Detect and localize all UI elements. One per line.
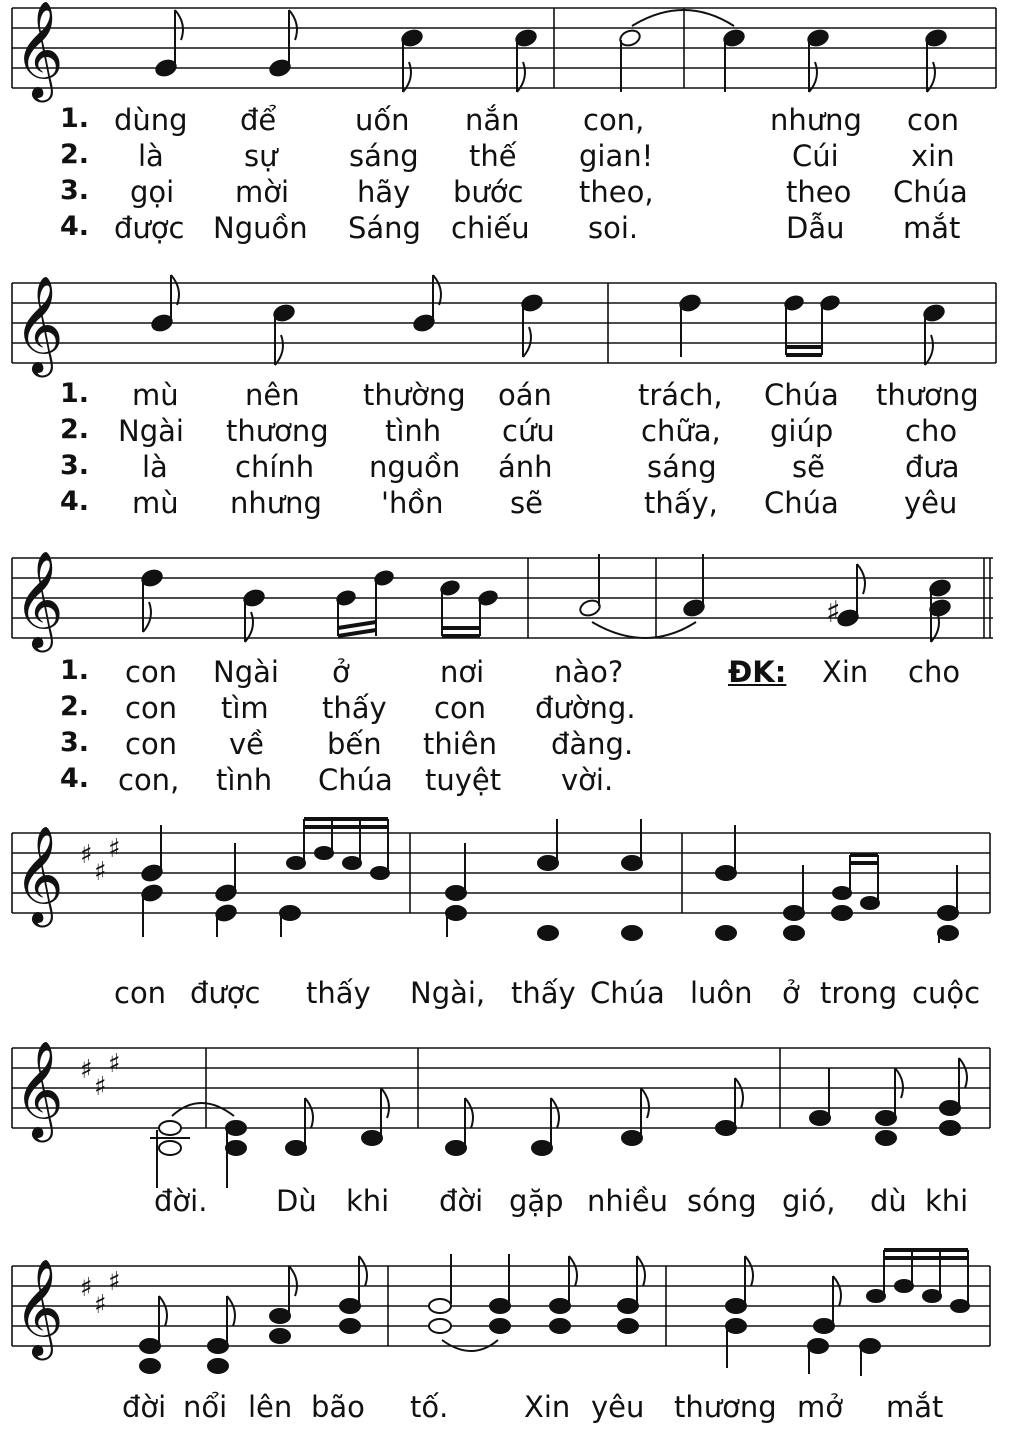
treble-clef-icon: 𝄞 — [14, 0, 64, 98]
lyric-word: bước — [453, 175, 524, 209]
treble-clef-icon: 𝄞 — [14, 275, 64, 373]
lyric-word: Chúa — [590, 976, 665, 1010]
verse-number: 3. — [60, 175, 90, 206]
verse-number: 4. — [60, 211, 90, 242]
lyric-word: Nguồn — [213, 211, 308, 245]
lyric-word: thường — [363, 378, 466, 412]
lyric-word: sẽ — [510, 486, 543, 520]
lyric-word: theo — [786, 175, 852, 209]
verse-number: 2. — [60, 414, 90, 445]
verse-number: 4. — [60, 763, 90, 794]
lyric-word: oán — [498, 378, 552, 412]
lyric-word: con, — [583, 103, 645, 137]
lyric-word: trong — [820, 976, 898, 1010]
lyric-word: Chúa — [318, 763, 393, 797]
lyric-word: thấy — [511, 976, 576, 1010]
lyric-word: gió, — [782, 1184, 836, 1218]
staff-system-1 — [0, 0, 1011, 98]
svg-text:♯: ♯ — [94, 1072, 107, 1102]
verse-number: 2. — [60, 691, 90, 722]
lyric-word: là — [142, 450, 168, 484]
lyric-word: dù — [870, 1184, 907, 1218]
lyric-word: đời. — [154, 1184, 208, 1218]
lyric-word: sóng — [687, 1184, 757, 1218]
lyric-word: con, — [118, 763, 180, 797]
svg-text:♯: ♯ — [108, 1267, 121, 1297]
lyric-word: chính — [235, 450, 315, 484]
lyric-word: thiên — [423, 727, 498, 761]
lyric-word: con — [907, 103, 960, 137]
lyric-word: dùng — [114, 103, 188, 137]
lyric-word: xin — [911, 139, 955, 173]
lyric-word: 'hồn — [381, 486, 444, 520]
verse-number: 1. — [60, 655, 90, 686]
lyric-word: nơi — [440, 655, 485, 689]
svg-text:♯: ♯ — [108, 1049, 121, 1079]
treble-clef-icon: 𝄞 — [14, 825, 64, 923]
lyric-word: vời. — [561, 763, 614, 797]
lyric-word: Sáng — [348, 211, 421, 245]
verse-line — [0, 655, 1011, 691]
lyric-word: con — [125, 691, 178, 725]
verse-line — [0, 378, 1011, 414]
lyric-word: Dẫu — [786, 211, 845, 245]
staff-system-5 — [0, 1040, 1011, 1160]
lyric-word: khi — [346, 1184, 390, 1218]
lyric-word: nguồn — [369, 450, 461, 484]
svg-text:♯: ♯ — [108, 834, 121, 864]
lyric-word: soi. — [588, 211, 639, 245]
staff-system-2 — [0, 275, 1011, 373]
lyric-word: mắt — [903, 211, 961, 245]
lyric-word: nhưng — [230, 486, 322, 520]
verse-line — [0, 486, 1011, 522]
verse-number: 2. — [60, 139, 90, 170]
lyric-word: được — [190, 976, 261, 1010]
lyric-word: nổi — [183, 1390, 228, 1424]
lyric-word: là — [138, 139, 164, 173]
lyric-word: tình — [385, 414, 442, 448]
verse-line — [0, 139, 1011, 175]
treble-clef-icon: 𝄞 — [14, 550, 64, 648]
lyric-word: thương — [226, 414, 329, 448]
lyric-word: cứu — [502, 414, 555, 448]
lyric-word: nào? — [554, 655, 624, 689]
lyric-word: luôn — [690, 976, 753, 1010]
lyric-word: mời — [235, 175, 290, 209]
lyric-word: con — [125, 727, 178, 761]
lyric-word: yêu — [591, 1390, 645, 1424]
lyric-word: thương — [674, 1390, 777, 1424]
staff-system-4 — [0, 825, 1011, 945]
lyric-word: tình — [216, 763, 273, 797]
lyric-word: sáng — [349, 139, 419, 173]
verse-number: 4. — [60, 486, 90, 517]
lyric-word: khi — [925, 1184, 969, 1218]
lyric-word: hãy — [357, 175, 411, 209]
lyric-word: yêu — [904, 486, 958, 520]
lyric-word: tìm — [221, 691, 269, 725]
verse-line — [0, 450, 1011, 486]
lyric-word: mù — [132, 378, 179, 412]
lyric-word: Ngài, — [410, 976, 486, 1010]
lyric-word: thương — [876, 378, 979, 412]
lyric-word: ánh — [498, 450, 553, 484]
lyric-word: bến — [327, 727, 382, 761]
verse-number: 1. — [60, 378, 90, 409]
staff-system-6 — [0, 1258, 1011, 1378]
key-signature-sharps-icon: ♯ — [80, 1273, 93, 1303]
lyric-word: được — [114, 211, 185, 245]
lyric-word: cuộc — [912, 976, 981, 1010]
staff-system-3 — [0, 550, 1011, 648]
lyric-word: Cúi — [792, 139, 839, 173]
lyric-word: Chúa — [893, 175, 968, 209]
lyric-word: cho — [905, 414, 958, 448]
lyric-word: giúp — [770, 414, 834, 448]
verse-line — [0, 175, 1011, 211]
lyric-word: gặp — [509, 1184, 564, 1218]
lyric-word: thấy — [306, 976, 371, 1010]
lyric-word: để — [240, 103, 277, 137]
lyric-word: mở — [797, 1390, 843, 1424]
lyric-word: về — [229, 727, 265, 761]
lyric-word: mù — [132, 486, 179, 520]
lyric-word: lên — [248, 1390, 293, 1424]
verse-line — [0, 763, 1011, 799]
lyric-word: đời — [122, 1390, 167, 1424]
lyric-word: thấy — [322, 691, 387, 725]
lyric-word: tố. — [410, 1390, 449, 1424]
lyric-word: nhưng — [770, 103, 862, 137]
lyric-word: thế — [469, 139, 517, 173]
lyric-word: con — [114, 976, 167, 1010]
lyric-word: đưa — [905, 450, 960, 484]
lyric-word: đàng. — [551, 727, 634, 761]
lyric-word: chữa, — [641, 414, 721, 448]
lyric-word: nắn — [465, 103, 520, 137]
verse-line — [0, 103, 1011, 139]
lyric-word: mắt — [886, 1390, 944, 1424]
lyric-word: nên — [245, 378, 300, 412]
verse-number: 3. — [60, 450, 90, 481]
verse-line — [0, 691, 1011, 727]
lyric-word: con — [434, 691, 487, 725]
treble-clef-icon: 𝄞 — [14, 1258, 64, 1356]
verse-line — [0, 211, 1011, 247]
key-signature-sharps-icon: ♯ — [80, 840, 93, 870]
treble-clef-icon: 𝄞 — [14, 1040, 64, 1138]
sharp-icon: ♯ — [826, 595, 841, 630]
lyric-word: Xin — [822, 655, 869, 689]
verse-number: 3. — [60, 727, 90, 758]
lyric-word: đời — [439, 1184, 484, 1218]
lyric-word: nhiều — [587, 1184, 669, 1218]
lyric-word: uốn — [355, 103, 410, 137]
verse-line — [0, 414, 1011, 450]
lyric-word: theo, — [579, 175, 654, 209]
lyric-word: tuyệt — [425, 763, 502, 797]
key-signature-sharps-icon: ♯ — [80, 1055, 93, 1085]
lyric-word: con — [125, 655, 178, 689]
lyric-word: ở — [782, 976, 800, 1010]
svg-text:♯: ♯ — [94, 1290, 107, 1320]
lyric-word: thấy, — [644, 486, 718, 520]
lyric-word: gian! — [579, 139, 654, 173]
lyric-word: sự — [244, 139, 278, 173]
lyric-word: Dù — [276, 1184, 317, 1218]
refrain-label: ĐK: — [728, 655, 787, 689]
lyric-word: sáng — [647, 450, 717, 484]
lyric-word: đường. — [535, 691, 636, 725]
verse-line — [0, 727, 1011, 763]
verse-number: 1. — [60, 103, 90, 134]
svg-text:♯: ♯ — [94, 857, 107, 887]
lyric-word: Chúa — [764, 378, 839, 412]
lyric-word: cho — [908, 655, 961, 689]
lyric-word: Ngài — [118, 414, 184, 448]
lyric-word: sẽ — [792, 450, 825, 484]
lyric-word: Ngài — [213, 655, 279, 689]
lyric-word: bão — [311, 1390, 365, 1424]
lyric-word: chiếu — [451, 211, 530, 245]
lyric-word: ở — [332, 655, 350, 689]
lyric-word: Xin — [524, 1390, 571, 1424]
lyric-word: Chúa — [764, 486, 839, 520]
lyric-word: gọi — [130, 175, 175, 209]
lyric-word: trách, — [638, 378, 723, 412]
